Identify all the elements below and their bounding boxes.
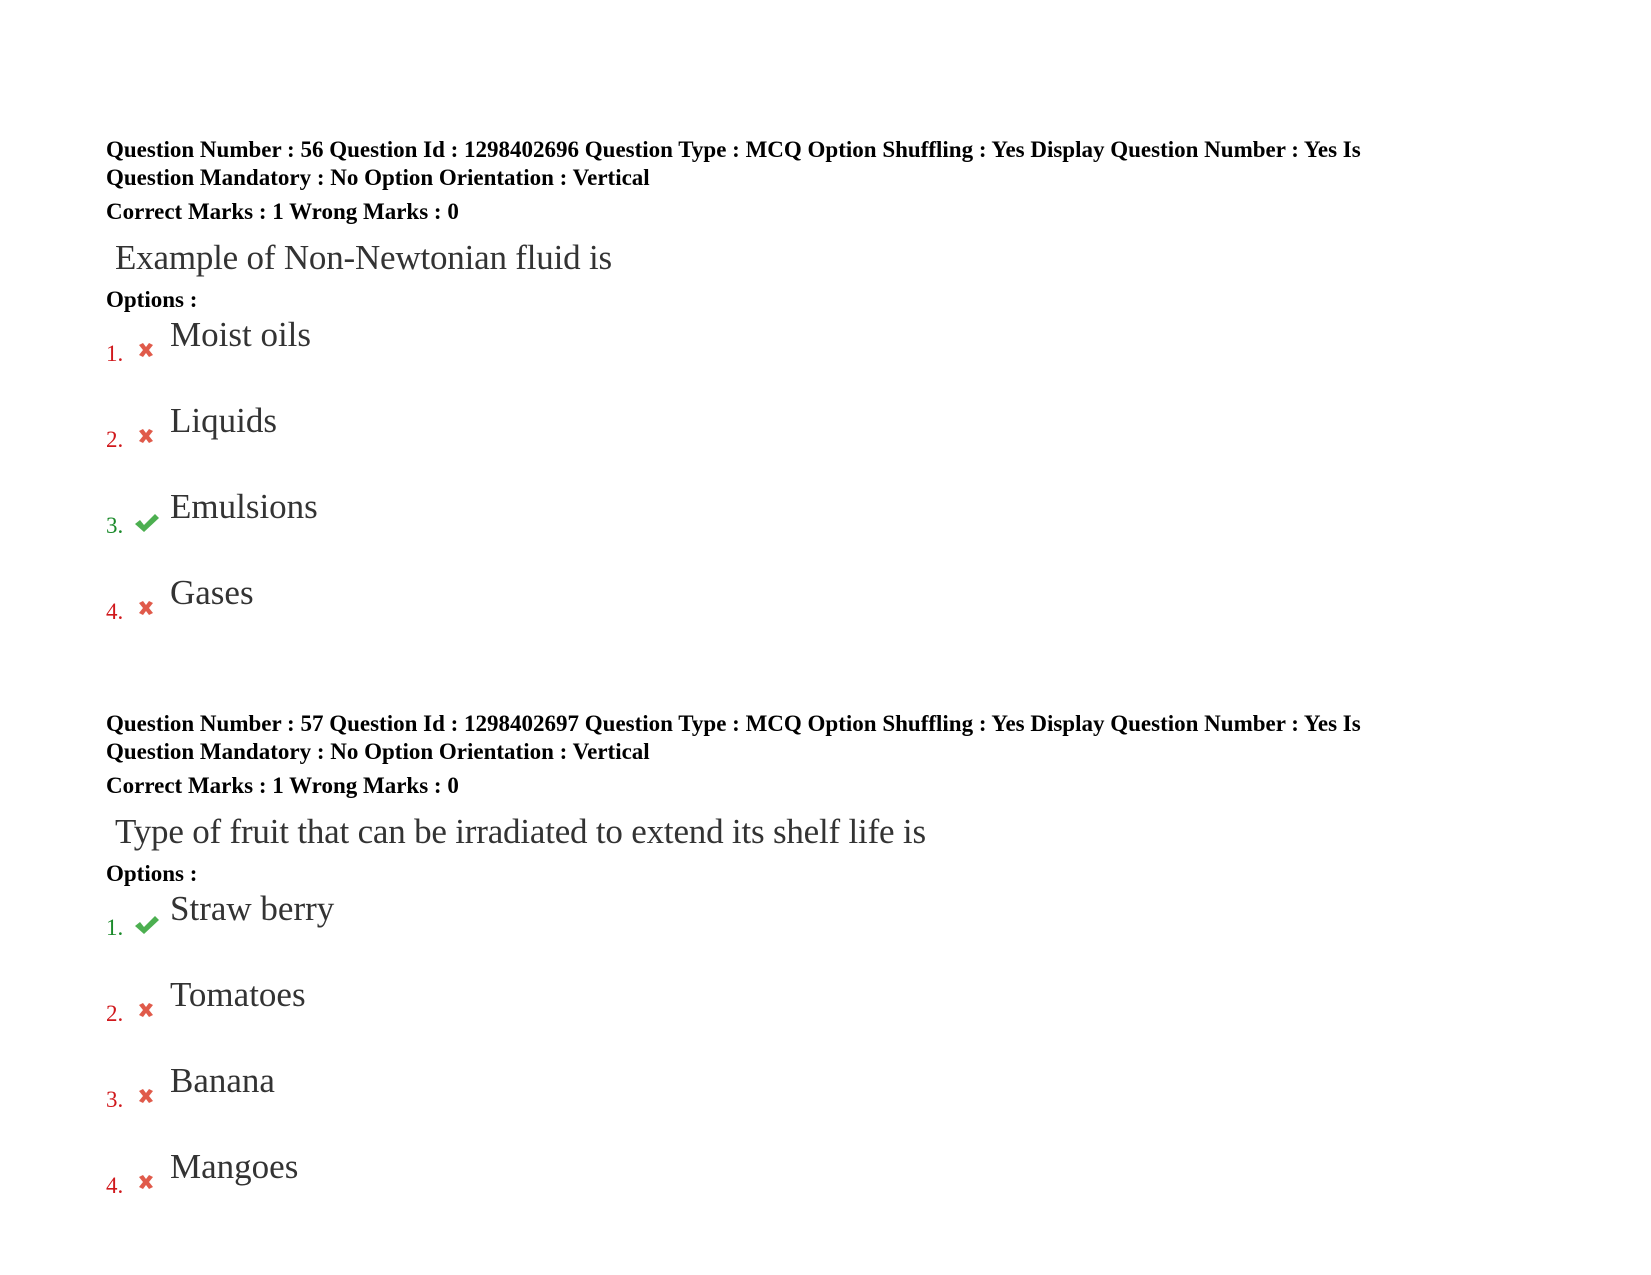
option-number: 4.: [106, 599, 124, 624]
question-text: Example of Non-Newtonian fluid is: [115, 238, 612, 277]
option-item: [106, 314, 1546, 400]
cross-icon: [132, 996, 160, 1024]
option-item: [106, 888, 1546, 974]
options-label: Options :: [106, 287, 198, 312]
question-block-57: [106, 710, 1546, 1232]
option-text: Mangoes: [170, 1147, 299, 1186]
options-label: Options :: [106, 861, 198, 886]
check-icon: [132, 508, 160, 536]
option-number: 3.: [106, 513, 124, 538]
option-item: [106, 1060, 1546, 1146]
option-number: 1.: [106, 341, 124, 366]
question-marks: Correct Marks : 1 Wrong Marks : 0: [106, 199, 459, 224]
option-item: [106, 400, 1546, 486]
question-meta: [106, 710, 1546, 766]
option-text: Gases: [170, 573, 254, 612]
option-item: [106, 1146, 1546, 1232]
option-text: Straw berry: [170, 889, 335, 928]
question-meta-line-1: Question Number : 57 Question Id : 1298402697 Question Type : MCQ Option Shuffling : Yes Display Question Number : Yes Is: [106, 711, 1361, 736]
options-list: [106, 888, 1546, 1232]
option-text: Tomatoes: [170, 975, 306, 1014]
option-text: Liquids: [170, 401, 277, 440]
option-number: 4.: [106, 1173, 124, 1198]
question-block-56: [106, 136, 1546, 658]
question-meta-line-2: Question Mandatory : No Option Orientation : Vertical: [106, 739, 650, 764]
option-number: 3.: [106, 1087, 124, 1112]
option-number: 2.: [106, 427, 124, 452]
option-text: Banana: [170, 1061, 275, 1100]
option-item: [106, 486, 1546, 572]
cross-icon: [132, 422, 160, 450]
option-text: Moist oils: [170, 315, 312, 354]
options-list: [106, 314, 1546, 658]
question-meta: [106, 136, 1546, 192]
option-item: [106, 974, 1546, 1060]
cross-icon: [132, 1082, 160, 1110]
option-number: 1.: [106, 915, 124, 940]
option-text: Emulsions: [170, 487, 318, 526]
question-text: Type of fruit that can be irradiated to extend its shelf life is: [115, 812, 926, 851]
question-marks: Correct Marks : 1 Wrong Marks : 0: [106, 773, 459, 798]
question-meta-line-2: Question Mandatory : No Option Orientation : Vertical: [106, 165, 650, 190]
question-meta-line-1: Question Number : 56 Question Id : 1298402696 Question Type : MCQ Option Shuffling : Yes Display Question Number : Yes Is: [106, 137, 1361, 162]
check-icon: [132, 910, 160, 938]
cross-icon: [132, 336, 160, 364]
cross-icon: [132, 1168, 160, 1196]
option-number: 2.: [106, 1001, 124, 1026]
option-item: [106, 572, 1546, 658]
cross-icon: [132, 594, 160, 622]
